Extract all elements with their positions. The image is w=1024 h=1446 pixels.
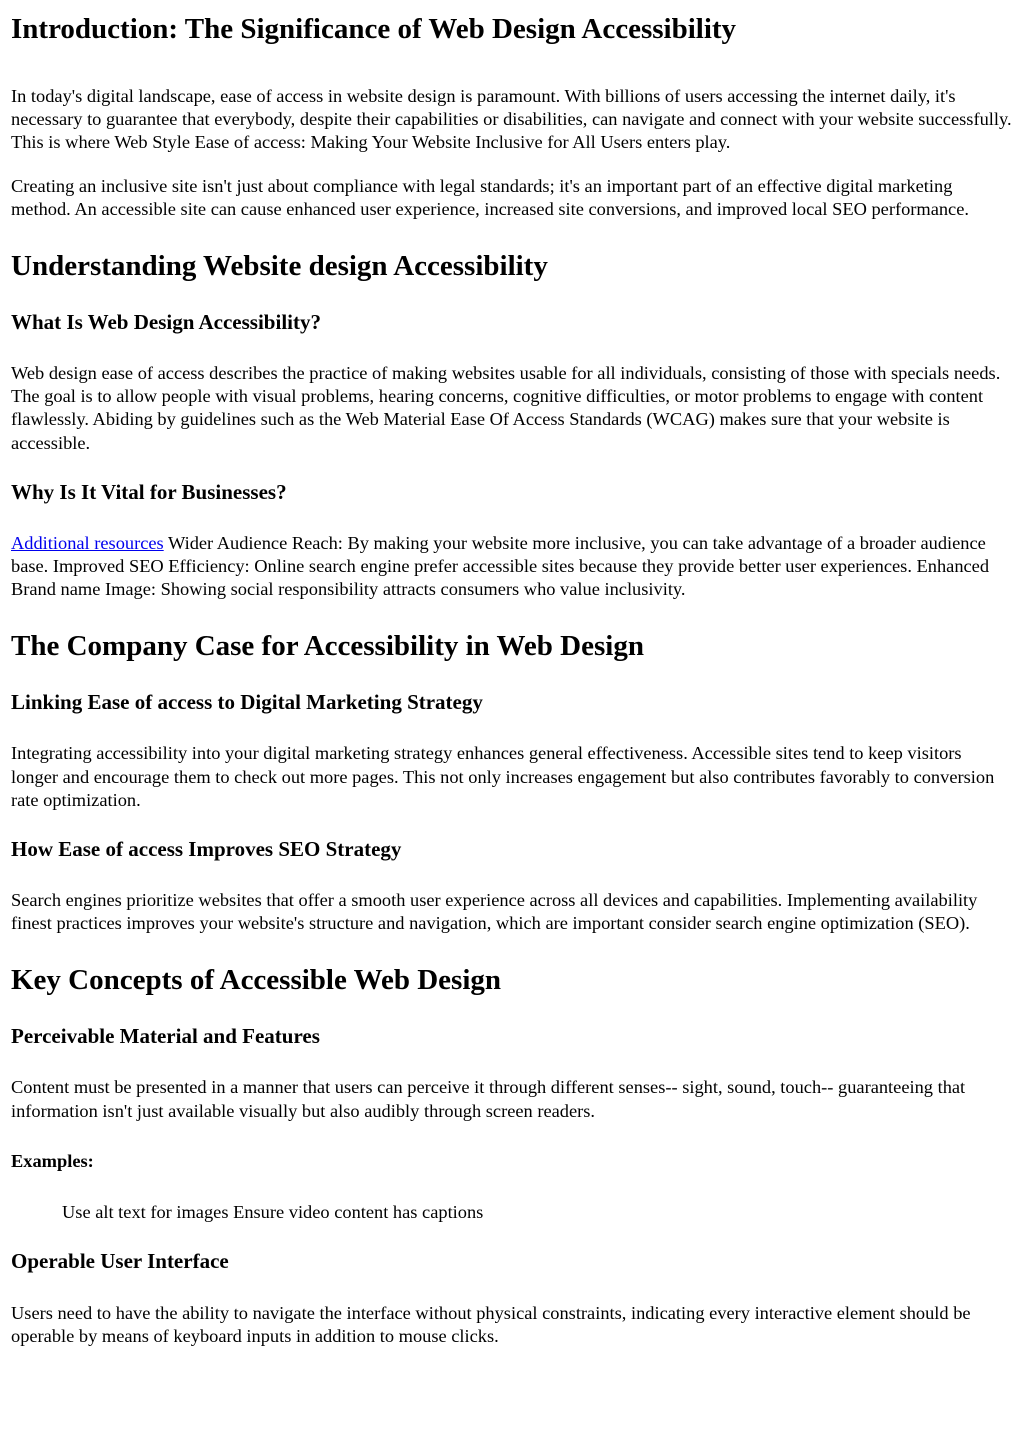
operable-paragraph: Users need to have the ability to navigate the interface without physical constraints, indicating every interactive element should be operable by means of keyboard inputs in addition to mouse clicks. [11,1303,971,1347]
why-vital-heading: Why Is It Vital for Businesses? [11,479,287,504]
examples-list: Use alt text for images Ensure video content has captions [62,1202,484,1223]
seo-strategy-paragraph: Search engines prioritize websites that offer a smooth user experience across all devices and capabilities. Implementing availability finest practices improves your website's structure and navigation, which are important consider search engine optimization (SEO). [11,890,978,934]
linking-paragraph: Integrating accessibility into your digital marketing strategy enhances general effectiveness. Accessible sites tend to keep visitors longer and encourage them to check out more pages. This not only increases engagement but also contributes favorably to conversion rate optimization. [11,743,995,810]
additional-resources-link[interactable]: Additional resources [11,532,164,553]
understanding-heading: Understanding Website design Accessibility [11,250,548,283]
why-vital-paragraph [11,532,1013,602]
intro-paragraph-1: In today's digital landscape, ease of access in website design is paramount. With billions of users accessing the internet daily, it's necessary to guarantee that everybody, despite their capabilities or disabilities, can navigate and connect with your website successfully. This is where Web Style Ease of access: Making Your Website Inclusive for All Users enters play. [11,86,1012,153]
company-case-heading: The Company Case for Accessibility in Web Design [11,630,644,663]
examples-label: Examples: [11,1150,94,1171]
linking-heading: Linking Ease of access to Digital Marketing Strategy [11,690,483,715]
perceivable-paragraph: Content must be presented in a manner that users can perceive it through different senses-- sight, sound, touch-- guaranteeing that information isn't just available visually but also audibly through screen readers. [11,1077,966,1121]
intro-heading: Introduction: The Significance of Web Design Accessibility [11,13,737,45]
what-is-heading: What Is Web Design Accessibility? [11,310,321,335]
what-is-paragraph: Web design ease of access describes the practice of making websites usable for all individuals, consisting of those with specials needs. The goal is to allow people with visual problems, hearing concerns, cognitive difficulties, or motor problems to engage with content flawlessly. Abiding by guidelines such as the Web Material Ease Of Access Standards (WCAG) makes sure that your website is accessible. [11,363,1001,453]
perceivable-heading: Perceivable Material and Features [11,1024,320,1049]
intro-paragraph-2: Creating an inclusive site isn't just about compliance with legal standards; it's an important part of an effective digital marketing method. An accessible site can cause enhanced user experience, increased site conversions, and improved local SEO performance. [11,175,969,219]
why-vital-text: Wider Audience Reach: By making your website more inclusive, you can take advantage of a broader audience base. Improved SEO Efficiency: Online search engine prefer accessible sites because they provide better user experiences. Enhanced Brand name Image: Showing social responsibility attracts consumers who value inclusivity. [11,532,990,600]
operable-heading: Operable User Interface [11,1249,229,1274]
seo-strategy-heading: How Ease of access Improves SEO Strategy [11,837,402,862]
key-concepts-heading: Key Concepts of Accessible Web Design [11,964,502,997]
